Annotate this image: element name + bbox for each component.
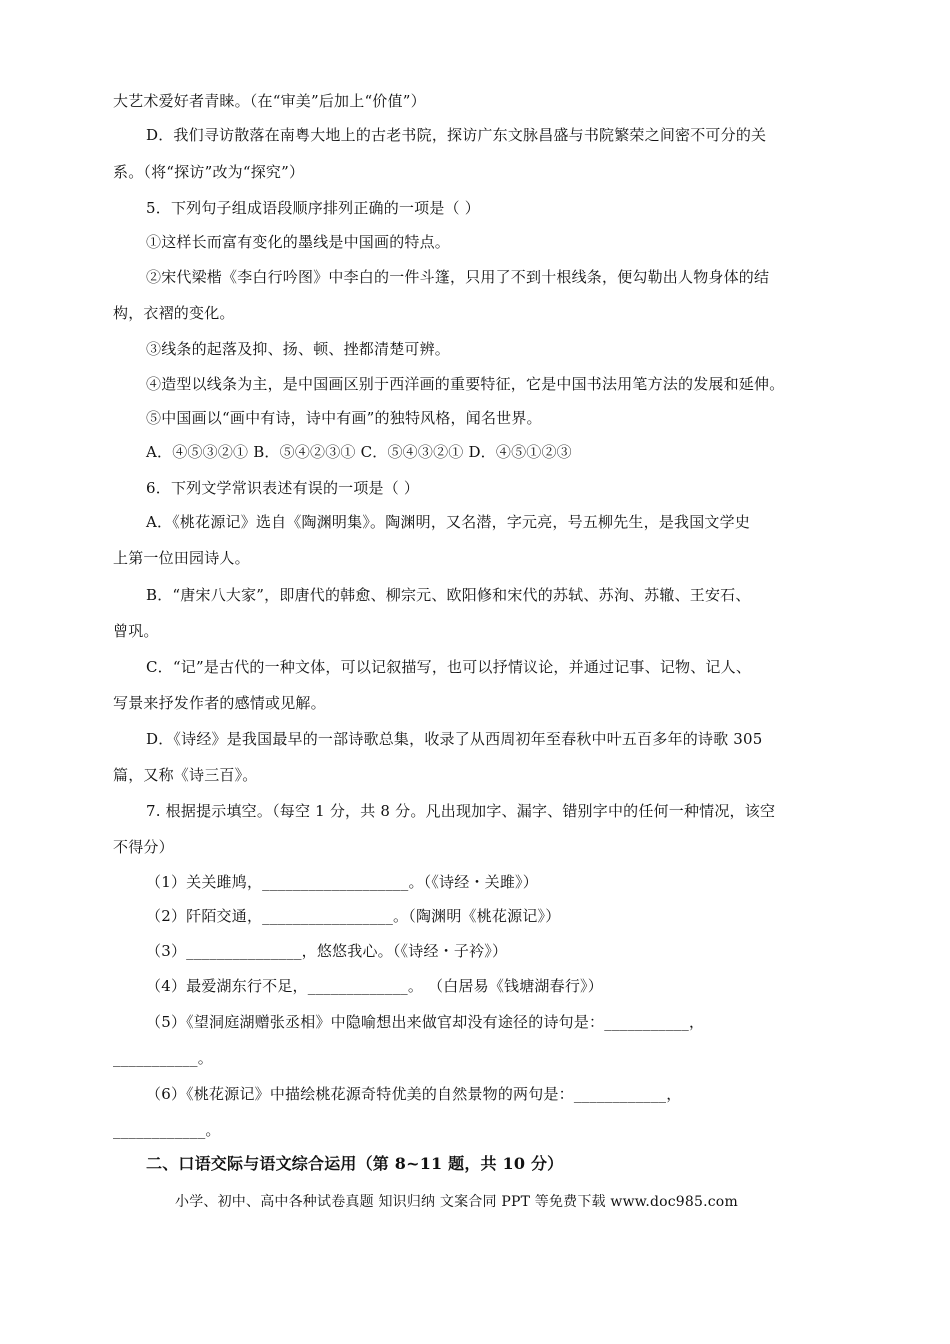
sentence-5: ⑤中国画以“画中有诗，诗中有画”的独特风格，闻名世界。 xyxy=(146,409,542,427)
fill-blank-6-cont: ____________。 xyxy=(113,1121,221,1139)
option-6c-cont: 写景来抒发作者的感情或见解。 xyxy=(113,694,326,712)
option-6a-cont: 上第一位田园诗人。 xyxy=(113,549,250,567)
sentence-2: ②宋代梁楷《李白行吟图》中李白的一件斗篷，只用了不到十根线条，便勾勒出人物身体的结 xyxy=(146,268,770,286)
option-6b: B．“唐宋八大家”，即唐代的韩愈、柳宗元、欧阳修和宋代的苏轼、苏洵、苏辙、王安石、 xyxy=(146,586,751,604)
fill-blank-5: （5）《望洞庭湖赠张丞相》中隐喻想出来做官却没有途径的诗句是：___________， xyxy=(146,1013,705,1031)
option-6b-cont: 曾巩。 xyxy=(113,622,159,640)
sentence-1: ①这样长而富有变化的墨线是中国画的特点。 xyxy=(146,233,451,251)
footer-text: 小学、初中、高中各种试卷真题 知识归纳 文案合同 PPT 等免费下载 www.doc985.com xyxy=(175,1194,738,1210)
question-7-stem-cont: 不得分） xyxy=(113,838,174,856)
text-line-1: 大艺术爱好者青睐。（在“审美”后加上“价值”） xyxy=(113,92,426,110)
sentence-4: ④造型以线条为主，是中国画区别于西洋画的重要特征，它是中国书法用笔方法的发展和延伸。 xyxy=(146,375,785,393)
fill-blank-3: （3）_______________，悠悠我心。（《诗经・子衿》） xyxy=(146,942,508,960)
question-7-stem: 7. 根据提示填空。（每空 1 分，共 8 分。凡出现加字、漏字、错别字中的任何一种情况，该空 xyxy=(146,802,776,820)
option-6a: A．《桃花源记》选自《陶渊明集》。陶渊明，又名潜，字元亮，号五柳先生，是我国文学史 xyxy=(146,513,751,531)
section-heading: 二、口语交际与语文综合运用（第 8~11 题，共 10 分） xyxy=(146,1154,564,1173)
option-6c: C．“记”是古代的一种文体，可以记叙描写，也可以抒情议论，并通过记事、记物、记人、 xyxy=(146,658,752,676)
option-6d: D．《诗经》是我国最早的一部诗歌总集，收录了从西周初年至春秋中叶五百多年的诗歌 305 xyxy=(146,730,763,748)
fill-blank-2: （2）阡陌交通，_________________。（陶渊明《桃花源记》） xyxy=(146,907,561,925)
text-line-3: 系。（将“探访”改为“探究”） xyxy=(113,163,305,181)
question-6-stem: 6．下列文学常识表述有误的一项是（ ） xyxy=(146,479,420,497)
question-5-options: A．④⑤③②① B．⑤④②③① C．⑤④③②① D．④⑤①②③ xyxy=(146,443,572,461)
sentence-2-cont: 构，衣褶的变化。 xyxy=(113,304,235,322)
fill-blank-1: （1）关关雎鸠，___________________。（《诗经・关雎》） xyxy=(146,873,538,891)
sentence-3: ③线条的起落及抑、扬、顿、挫都清楚可辨。 xyxy=(146,340,451,358)
fill-blank-5-cont: ___________。 xyxy=(113,1049,213,1067)
fill-blank-4: （4）最爱湖东行不足，_____________。 （白居易《钱塘湖春行》） xyxy=(146,977,603,995)
text-line-2: D．我们寻访散落在南粤大地上的古老书院，探访广东文脉昌盛与书院繁荣之间密不可分的关 xyxy=(146,126,767,144)
question-5-stem: 5．下列句子组成语段顺序排列正确的一项是（ ） xyxy=(146,199,480,217)
option-6d-cont: 篇，又称《诗三百》。 xyxy=(113,766,258,784)
fill-blank-6: （6）《桃花源记》中描绘桃花源奇特优美的自然景物的两句是：____________， xyxy=(146,1085,682,1103)
